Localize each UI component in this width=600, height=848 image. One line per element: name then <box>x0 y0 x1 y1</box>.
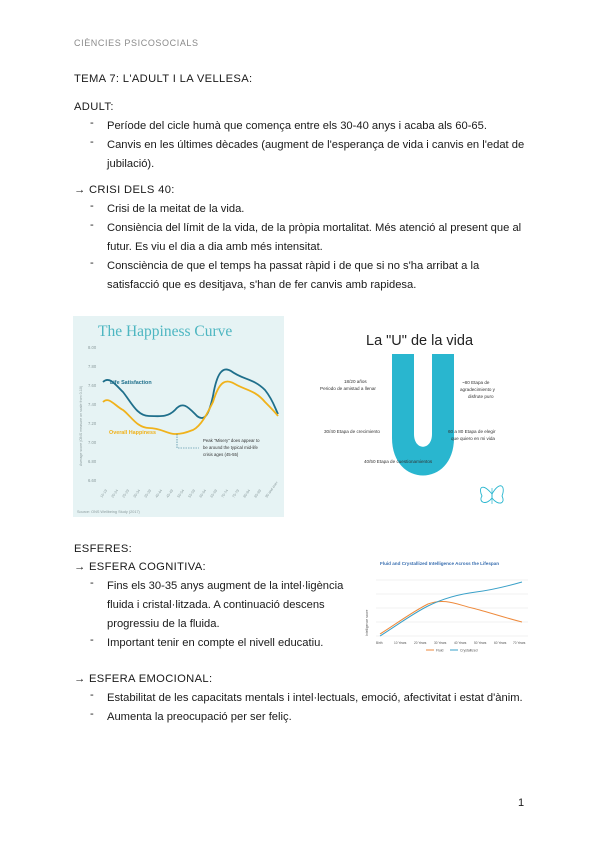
chart-source: Source: ONS Wellbeing Study (2017) <box>77 510 140 514</box>
subheading-cognitiva: → ESFERA COGNITIVA: <box>74 561 207 573</box>
bullet-dash: - <box>90 257 94 269</box>
x-tick: 20-24 <box>110 488 120 499</box>
y-tick: 7.80 <box>88 364 97 369</box>
y-tick: 8.00 <box>88 345 97 350</box>
fluid-crystallized-chart <box>356 554 533 658</box>
x-tick: 16-19 <box>99 488 109 499</box>
x-tick: 65-69 <box>209 488 219 499</box>
x-tick: 80-84 <box>242 488 252 499</box>
life-satisfaction-line <box>103 369 278 418</box>
y-tick: 6.80 <box>88 459 97 464</box>
happiness-curve-figure <box>73 316 284 517</box>
x-tick: 75-79 <box>231 488 241 499</box>
section-heading-adult: ADULT: <box>74 101 114 113</box>
bullet-text: Estabilitat de les capacitats mentals i intel·lectuals, emoció, afectivitat i estat d'ànim. <box>107 692 523 704</box>
annotation-pointer <box>177 434 199 448</box>
x-tick: 30-34 <box>132 488 142 499</box>
u-label: Periodo de amistad a llenar <box>320 386 376 391</box>
x-tick: 85-89 <box>253 488 263 499</box>
x-tick: 40-44 <box>154 488 164 499</box>
bullet-text: Consiència del límit de la vida, de la pròpia mortalitat. Més atenció al present que al <box>107 222 522 234</box>
x-tick: 50 Years <box>474 641 487 645</box>
document-title: TEMA 7: L'ADULT I LA VELLESA: <box>74 73 253 85</box>
x-tick: 10 Years <box>394 641 407 645</box>
running-header: CIÈNCIES PSICOSOCIALS <box>74 38 199 48</box>
u-label: agradecimiento y <box>460 387 495 392</box>
bullet-text: Important tenir en compte el nivell educatiu. <box>107 637 324 649</box>
y-axis-label: Average score (ONS measure on scale from 0-10) <box>79 385 83 466</box>
bullet-text: Crisi de la meitat de la vida. <box>107 203 245 215</box>
crisi-bullet-list <box>0 200 600 300</box>
u-label: que quiero en mi vida <box>451 436 495 441</box>
u-label: 30/40 Etapa de crecimiento <box>324 429 380 434</box>
y-tick: 7.20 <box>88 421 97 426</box>
bullet-text: fluida i cristal·litzada. A continuació descens <box>107 599 325 611</box>
annotation-text: be around the typical mid-life <box>203 445 258 450</box>
bullet-text: Canvis en les últimes dècades (augment de l'esperança de vida i canvis en l'edat de <box>107 139 525 151</box>
bullet-text: Consciència de que el temps ha passat ràpid i de que si no s'ha arribat a la <box>107 260 480 272</box>
section-heading-crisi: → CRISI DELS 40: <box>74 184 175 196</box>
x-tick: 55-59 <box>187 488 197 499</box>
y-tick: 6.60 <box>88 478 97 483</box>
x-tick: 45-49 <box>165 488 175 499</box>
x-tick: 35-39 <box>143 488 153 499</box>
emocional-bullet-list <box>0 689 600 729</box>
u-title: La "U" de la vida <box>366 333 474 349</box>
section-heading-esferes: ESFERES: <box>74 543 133 555</box>
butterfly-icon <box>480 486 503 504</box>
bullet-text: jubilació). <box>107 158 155 170</box>
series-label-happy: Overall Happiness <box>109 430 157 436</box>
x-tick: 50-54 <box>176 488 186 499</box>
cognitiva-bullet-list <box>0 577 350 657</box>
u-shape <box>392 354 454 476</box>
chart-title: Fluid and Crystallized Intelligence Across the Lifespan <box>380 561 500 566</box>
x-tick: 30 Years <box>434 641 447 645</box>
y-tick: 7.40 <box>88 402 97 407</box>
bullet-text: progressiu de la fluida. <box>107 618 220 630</box>
x-tick: 20 Years <box>414 641 427 645</box>
x-tick: Birth <box>376 641 383 645</box>
bullet-dash: - <box>90 136 94 148</box>
fluid-crystallized-figure <box>356 554 533 658</box>
x-tick: 25-29 <box>121 488 131 499</box>
bullet-text: futur. Es viu el dia a dia amb més intensitat. <box>107 241 323 253</box>
gridlines <box>376 580 528 636</box>
bullet-dash: - <box>90 689 94 701</box>
y-tick: 7.60 <box>88 383 97 388</box>
annotation-text: crisis ages (45-55) <box>203 452 239 457</box>
u-label: 18/20 años <box>344 379 367 384</box>
annotation-text: Peak "Misery" does appear to <box>203 438 260 443</box>
bullet-text: satisfacció que es desitjava, s'han de fer canvis amb rapidesa. <box>107 279 417 291</box>
x-tick: 60-64 <box>198 488 208 499</box>
x-tick: 60 Years <box>494 641 507 645</box>
series-label-life: Life Satisfaction <box>110 380 152 386</box>
subheading-emocional: → ESFERA EMOCIONAL: <box>74 673 213 685</box>
crystallized-line <box>380 582 522 636</box>
bullet-text: Aumenta la preocupació per ser feliç. <box>107 711 292 723</box>
u-de-la-vida-figure <box>306 316 516 517</box>
bullet-text: Període del cicle humà que comença entre els 30-40 anys i acaba als 60-65. <box>107 120 487 132</box>
fluid-line <box>380 601 522 634</box>
bullet-dash: - <box>90 634 94 646</box>
u-label: disfrute puro <box>468 394 494 399</box>
happiness-curve-chart <box>73 316 284 517</box>
overall-happiness-line <box>103 381 278 434</box>
page-number: 1 <box>518 797 525 809</box>
adult-bullet-list <box>0 117 600 177</box>
bullet-dash: - <box>90 708 94 720</box>
x-tick: 70-74 <box>220 488 230 499</box>
legend-label-fluid: Fluid <box>436 648 444 653</box>
bullet-dash: - <box>90 200 94 212</box>
bullet-dash: - <box>90 117 94 129</box>
x-tick: 70 Years <box>513 641 526 645</box>
x-tick: 40 Years <box>454 641 467 645</box>
bullet-text: Fins els 30-35 anys augment de la intel·ligència <box>107 580 344 592</box>
x-tick: 90 and over <box>264 480 279 499</box>
bullet-dash: - <box>90 219 94 231</box>
y-tick: 7.00 <box>88 440 97 445</box>
bullet-dash: - <box>90 577 94 589</box>
u-label: ~80 Etapa de <box>462 380 490 385</box>
y-axis-label: Intelligence score <box>365 609 369 636</box>
u-label: 60 a 80 Etapa de elegir <box>448 429 496 434</box>
chart-title: The Happiness Curve <box>98 323 233 340</box>
legend-label-crystallized: Crystallized <box>460 648 478 653</box>
u-de-la-vida-graphic <box>306 316 516 517</box>
u-label: 40/50 Etapa de cuestionamientos <box>364 459 433 464</box>
